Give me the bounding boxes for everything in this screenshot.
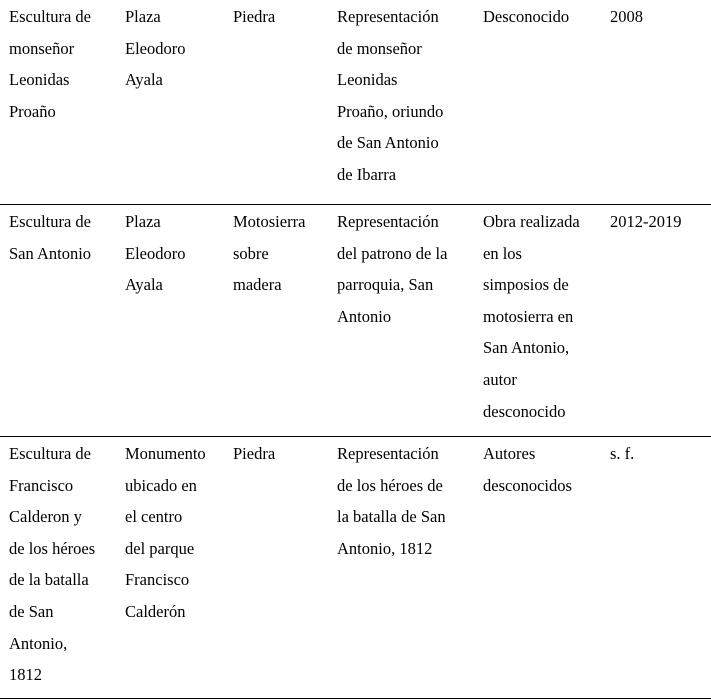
cell-material: Motosierra sobre madera [233,212,306,295]
table-row [0,437,711,699]
cell-name: Escultura de monseñor Leonidas Proaño [9,7,92,121]
cell-name: Escultura de Francisco Calderon y de los héroes de la batalla de San Antonio, 1812 [9,444,96,685]
cell-author: Desconocido [483,7,570,26]
cell-material: Piedra [233,7,276,26]
cell-description: Representación de monseñor Leonidas Proaño, oriundo de San Antonio de Ibarra [337,7,444,184]
table-row [0,0,711,205]
cell-location: Plaza Eleodoro Ayala [125,212,186,295]
cell-author: Obra realizada en los simposios de motosierra en San Antonio, autor desconocido [483,212,580,421]
cell-name: Escultura de San Antonio [9,212,92,263]
cell-location: Monumento ubicado en el centro del parque Francisco Calderón [125,444,206,621]
cell-date: 2008 [610,7,643,26]
cell-date: s. f. [610,444,635,463]
cell-author: Autores desconocidos [483,444,572,495]
cell-date: 2012-2019 [610,212,682,231]
cell-description: Representación de los héroes de la batalla de San Antonio, 1812 [337,444,446,558]
cell-material: Piedra [233,444,276,463]
table-row [0,205,711,437]
cell-description: Representación del patrono de la parroquia, San Antonio [337,212,448,326]
cell-location: Plaza Eleodoro Ayala [125,7,186,90]
